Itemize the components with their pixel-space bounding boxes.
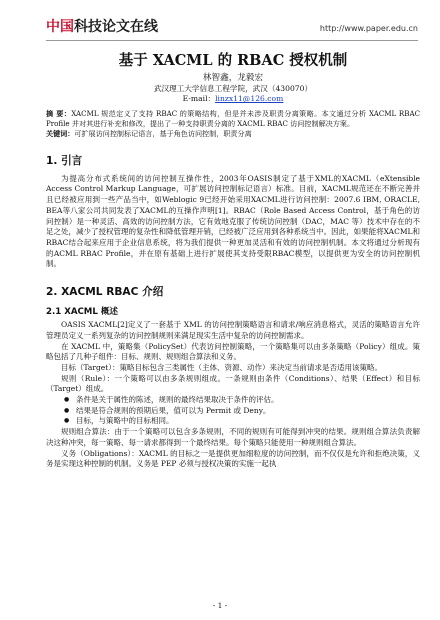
email-link[interactable]: linzx11@126.com (215, 94, 284, 103)
paper-body (46, 52, 420, 470)
keywords-label: 关键词： (46, 129, 75, 139)
site-logo[interactable] (46, 16, 158, 36)
paper-affiliation: 武汉理工大学信息工程学院，武汉（430070） (153, 84, 313, 93)
site-header (0, 0, 440, 44)
section-2-1-paragraph-3: 目标（Target）：策略目标包含三类属性（主体、资源、动作）来决定当前请求是否适用该策略。 (61, 362, 382, 372)
section-2-1-paragraph-1: OASIS XACML[2]定义了一套基于 XML 的访问控制策略语言和请求/响应消息格式，灵活的策略语言允许管理员定义一系列复杂的访问控制规则来满足现实生活中复杂的访问控制需求。 (46, 320, 420, 340)
paper-email-line (46, 94, 420, 104)
section-1-heading: 1. 引言 (46, 154, 83, 167)
section-2-1-paragraph-2: 在 XACML 中，策略集（PolicySet）代表访问控制策略，一个策略集可以由多条策略（Policy）组成。策略包括了几种子组件：目标、规则、规则组合算法和义务。 (46, 341, 420, 362)
section-1-paragraph: 为提高分布式系统间的访问控制互操作性，2003年OASIS制定了基于XML的XACML（eXtensible Access Control Markup Language，可扩展访问控制标记语言）标准。目前，XACML规范还在不断完善并且已经被应用到一些产品当中，如Weblogic 9已经开始采用XACML进行访问控制：2007.6 IBM, ORACLE, BEA等八家公司共同发表了XACML的互操作声明[1]。RBAC（Role Based Access Control，基于角色的访问控制）是一种灵活、高效的访问控制方法，它有效地克服了传统访问控制（DAC，MAC 等）技术中存在的不足之处，减少了授权管理的复杂性和降低管理开销，已经被广泛应用到各种系统当中。因此，如果能将XACML和RBAC结合起来应用于企业信息系统，将为我们提供一种更加灵活和有效的访问控制机制。本文将通过分析现有的ACML RBAC Profile，并在原有基础上进行扩展使其支持受限RBAC模型，以提供更为安全的访问控制机制。 (46, 173, 420, 269)
section-2-heading: 2. XACML RBAC 介绍 (46, 286, 164, 299)
logo-part-dark: 科技论文在线 (74, 19, 158, 35)
site-url[interactable]: http://www.paper.edu.cn (319, 24, 418, 33)
abstract (46, 109, 420, 128)
section-2-1-paragraph-6: 义务（Obligations）：XACML 的目标之一是提供更加细粒度的访问控制，而不仅仅是允许和拒绝决策，义务是实现这种控制的机制。义务是 PEP 必须与授权决策的实施一起执 (46, 448, 420, 469)
keywords-text: 可扩展访问控制标记语言，基于角色访问控制，职责分离 (74, 129, 252, 139)
header-divider (46, 40, 418, 41)
paper-title: 基于 XACML 的 RBAC 授权机制 (118, 52, 348, 69)
abstract-label: 摘 要： (46, 109, 72, 118)
keywords (46, 129, 420, 139)
list-item: ● 条件是关于属性的陈述，规则的最终结果取决于条件的评估。 (76, 395, 420, 406)
logo-part-red: 中国 (46, 19, 74, 35)
section-2-1-paragraph-5: 规则组合算法：由于一个策略可以包含多条规则，不同的规则有可能得到冲突的结果。规则组合算法负责解决这种冲突，每一策略、每一请求都得到一个最终结果。每个策略只能使用一种规则组合算法。 (46, 427, 420, 447)
paper-authors: 林智鑫，龙毅宏 (202, 73, 264, 83)
page-number: - 1 - (212, 601, 228, 610)
abstract-text: XACML 规范定义了支持 RBAC 的策略结构，但是并未涉及职责分离策略。本文通过分析 XACML RBAC Profile 并对其进行补充和修改，提出了一种支持职责分离的 XACML RBAC 访问控制解决方案。 (46, 109, 420, 128)
rule-component-list (46, 395, 420, 427)
list-item: ● 结果是符合规则的预期后果，值可以为 Permit 或 Deny。 (76, 406, 420, 417)
section-2-1-paragraph-4: 规则（Rule）：一个策略可以由多条规则组成。一条规则由条件（Conditions）、结果（Effect）和目标（Target）组成。 (46, 373, 420, 394)
section-2-1-heading: 2.1 XACML 概述 (46, 307, 119, 318)
list-item: ● 目标，与策略中的目标相同。 (76, 416, 420, 427)
email-label: E-mail： (182, 94, 216, 103)
